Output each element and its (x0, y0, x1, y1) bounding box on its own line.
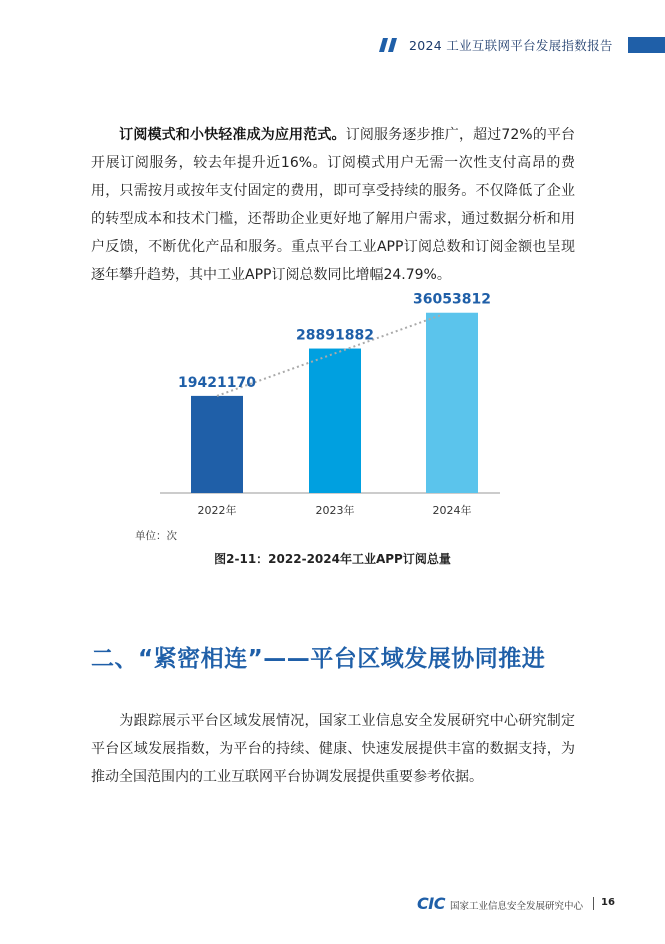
paragraph-body: 订阅服务逐步推广，超过72%的平台开展订阅服务，较去年提升近16%。订阅模式用户无需一次性支付高昂的费用，只需按月或按年支付固定的费用，即可享受持续的服务。不仅降低了企业的转型成本和技术门槛，还帮助企业更好地了解用户需求，通过数据分析和用户反馈，不断优化产品和服务。重点平台工业APP订阅总数和订阅金额也呈现逐年攀升趋势，其中工业APP订阅总数同比增幅24.79%。 (91, 127, 576, 283)
data-label: 19421170 (178, 374, 256, 391)
bar-2024年 (426, 313, 478, 493)
bar-chart (130, 291, 530, 545)
paragraph-subscription (91, 121, 575, 289)
chart-unit-label: 单位：次 (135, 530, 177, 542)
x-tick-label: 2023年 (315, 504, 355, 517)
header-accent-bar (628, 37, 665, 53)
footer-divider (593, 897, 594, 910)
figure-caption: 图2-11：2022-2024年工业APP订阅总量 (214, 552, 451, 566)
data-label: 28891882 (296, 327, 374, 344)
page-header (0, 0, 665, 60)
bar-2022年 (191, 396, 243, 493)
slash-decoration-icon (379, 38, 401, 52)
page-number: 16 (601, 897, 615, 908)
x-tick-label: 2022年 (197, 504, 237, 517)
paragraph-lead: 订阅模式和小快轻准成为应用范式。 (119, 127, 346, 143)
paragraph-body: 为跟踪展示平台区域发展情况，国家工业信息安全发展研究中心研究制定平台区域发展指数，为平台的持续、健康、快速发展提供丰富的数据支持，为推动全国范围内的工业互联网平台协调发展提供重要参考依据。 (91, 713, 575, 785)
paragraph-region (91, 707, 575, 791)
page-footer (0, 890, 665, 920)
organization-name: 国家工业信息安全发展研究中心 (450, 901, 584, 912)
data-label: 36053812 (413, 291, 491, 308)
section-heading: 二、“紧密相连”——平台区域发展协同推进 (91, 646, 546, 672)
cic-logo: CIC (417, 894, 445, 913)
report-title: 2024 工业互联网平台发展指数报告 (409, 38, 613, 53)
x-tick-label: 2024年 (432, 504, 472, 517)
bar-2023年 (309, 349, 361, 493)
